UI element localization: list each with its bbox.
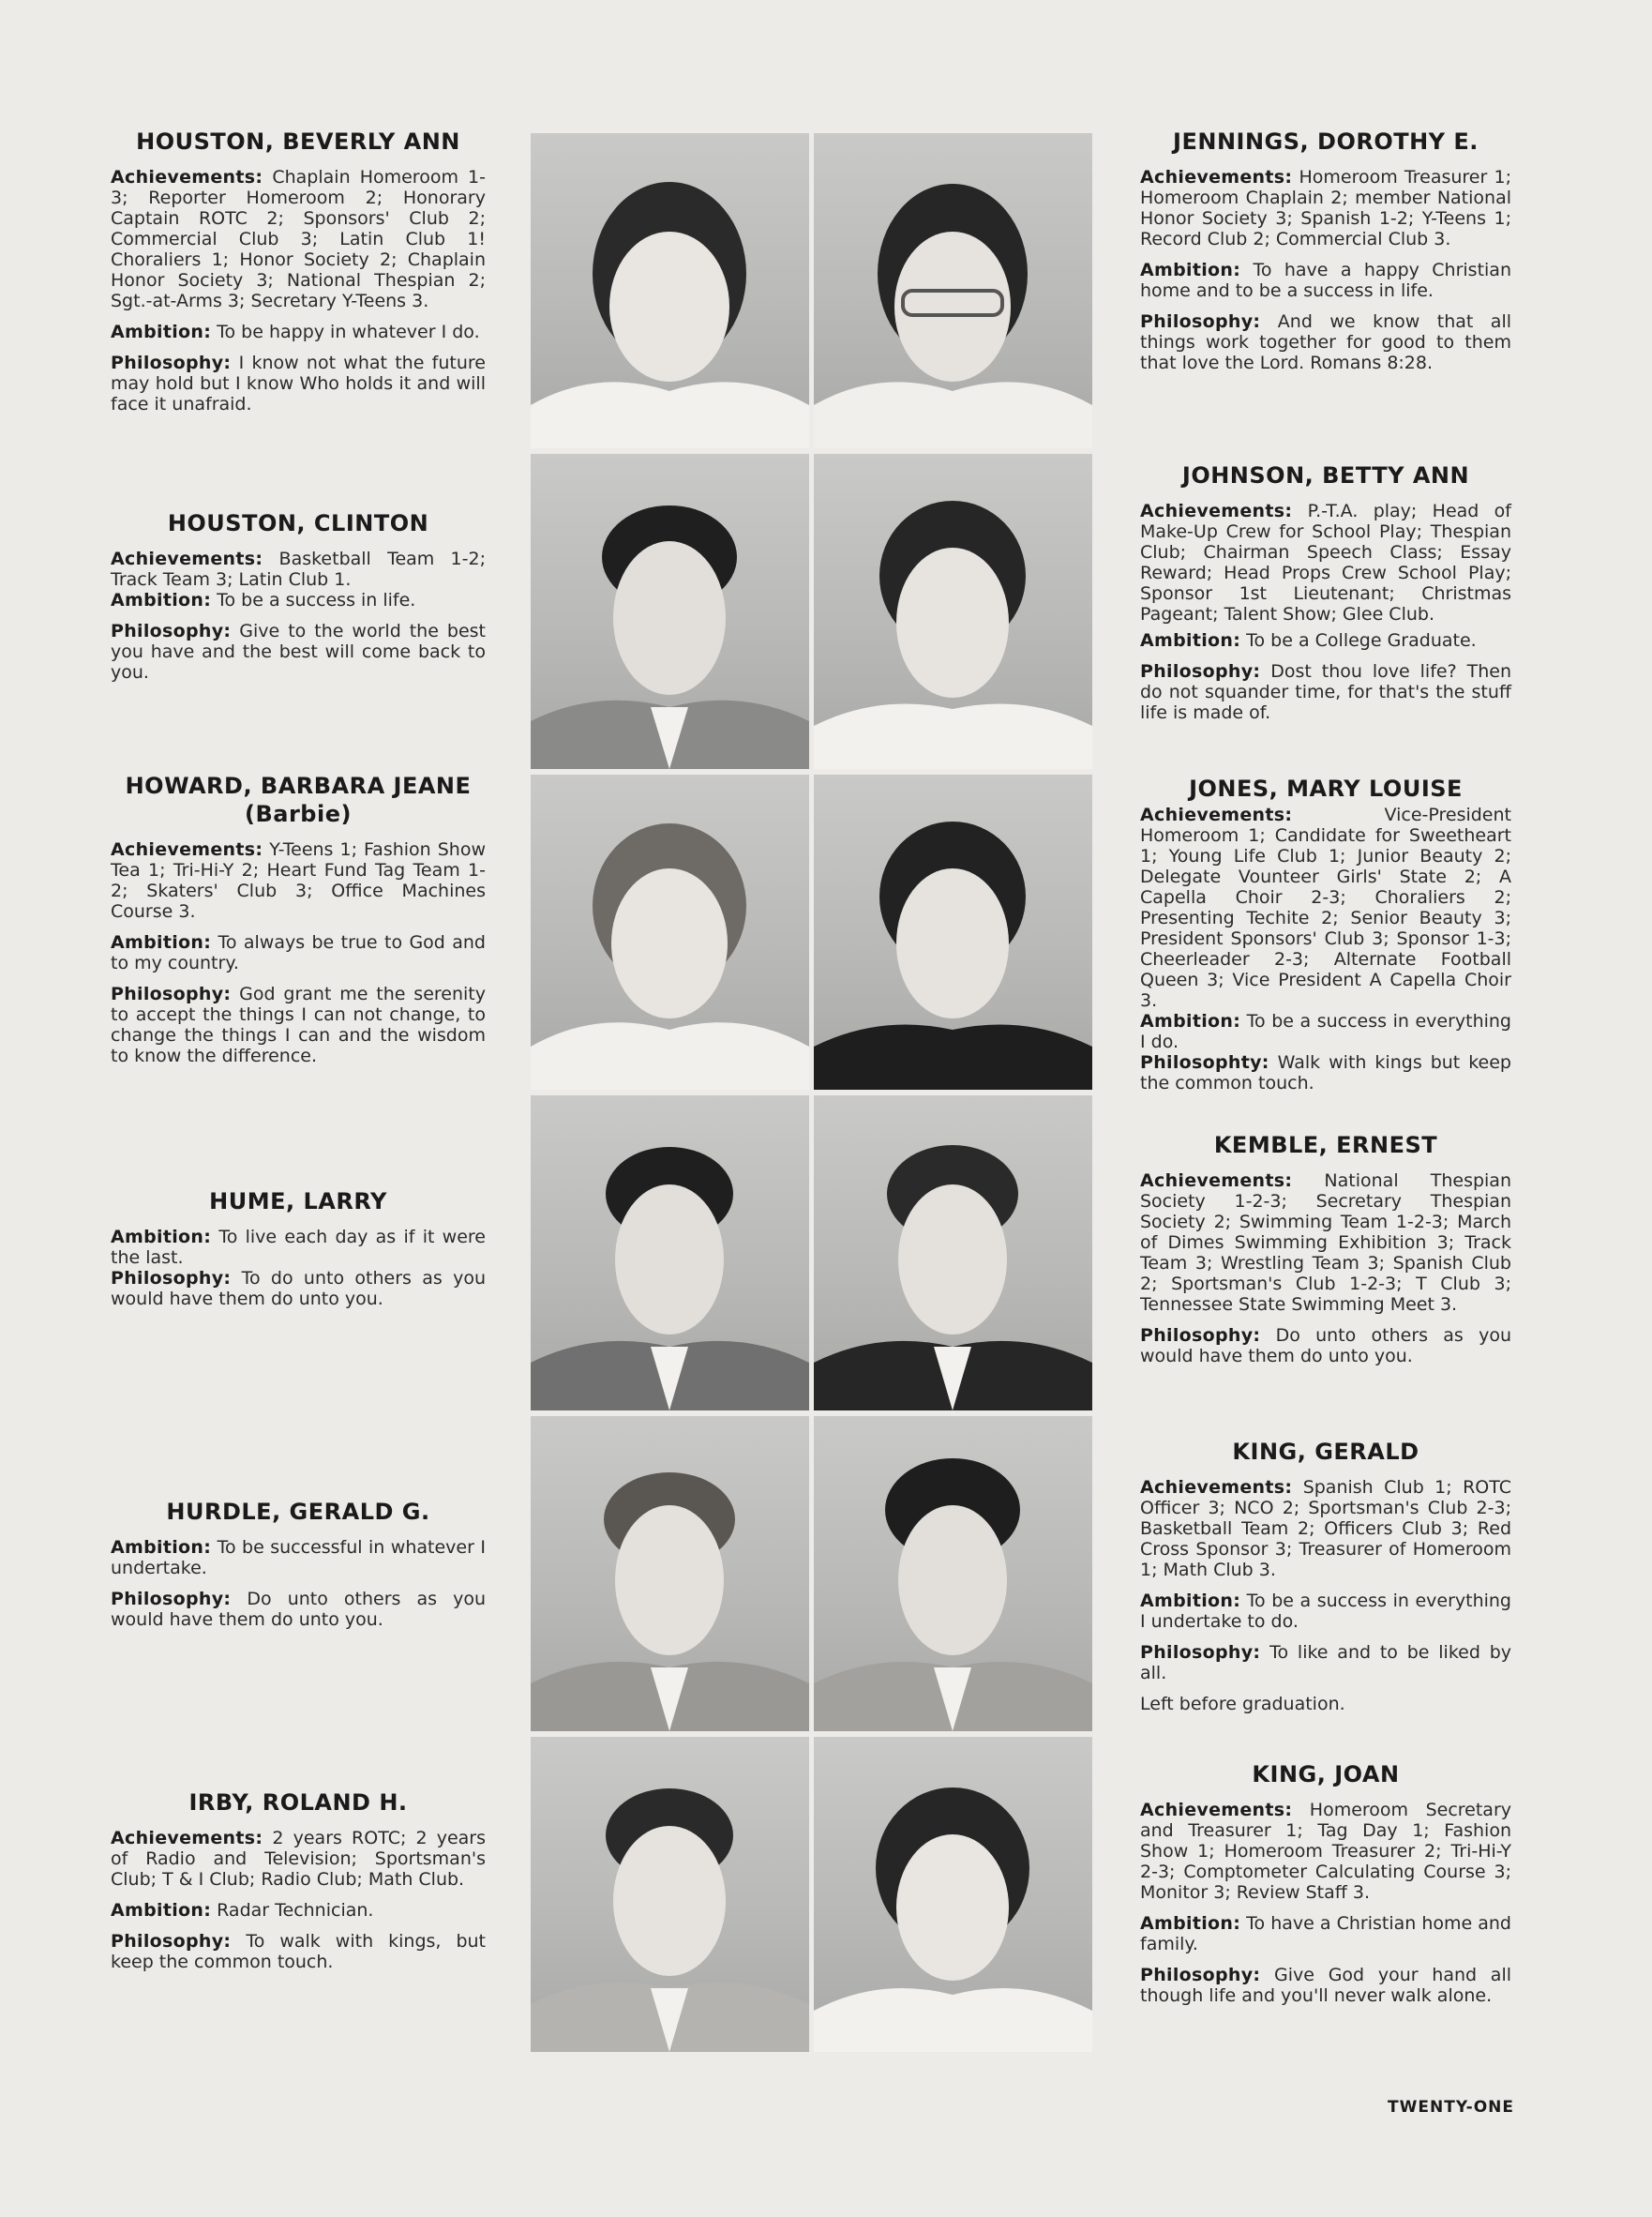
- student-photo: [531, 133, 809, 448]
- student-name: HUME, LARRY: [209, 1188, 387, 1214]
- student-name: JOHNSON, BETTY ANN: [1181, 462, 1470, 489]
- portrait-image: [531, 454, 809, 769]
- ambition: Ambition: To be a success in everything I undertake to do.: [1140, 1591, 1511, 1632]
- student-entry: [111, 128, 486, 425]
- philosophy: Philosophy: Give to the world the best you have and the best will come back to you.: [111, 621, 486, 683]
- ambition: Ambition: Radar Technician.: [111, 1900, 374, 1921]
- student-name: HOUSTON, CLINTON: [167, 510, 429, 536]
- philosophy: Philosophy: To do unto others as you would have them do unto you.: [111, 1268, 486, 1309]
- achievements: Achievements: Homeroom Secretary and Treasurer 1; Tag Day 1; Fashion Show 1; Homeroom Treasurer 2; Tri-Hi-Y 2-3; Comptometer Calculating Course 3; Monitor 3; Review Staff 3.: [1140, 1800, 1512, 1903]
- student-entry: [1140, 1131, 1511, 1377]
- student-name: KING, GERALD: [1232, 1439, 1419, 1465]
- achievements: Achievements: P.-T.A. play; Head of Make-Up Crew for School Play; Thespian Club; Chairman Speech Class; Essay Reward; Head Props Crew School Play; Sponsor 1st Lieutenant; Christmas Pageant; Talent Show; Glee Club.: [1140, 501, 1511, 625]
- portrait-image: [814, 1737, 1092, 2052]
- student-name: KING, JOAN: [1252, 1761, 1400, 1787]
- ambition: Ambition: To have a happy Christian home and to be a success in life.: [1140, 260, 1511, 301]
- student-entry: [111, 1498, 486, 1640]
- student-photo: [531, 1095, 809, 1410]
- portrait-image: [814, 454, 1092, 769]
- achievements: Achievements: Homeroom Treasurer 1; Homeroom Chaplain 2; member National Honor Society 3; Spanish 1-2; Y-Teens 1; Record Club 2; Commercial Club 3.: [1140, 167, 1511, 249]
- nickname: (Barbie): [245, 801, 352, 827]
- portrait-image: [814, 133, 1092, 448]
- student-photo: [531, 454, 809, 769]
- ambition: Ambition: To be happy in whatever I do.: [111, 322, 480, 342]
- student-entry: [111, 1187, 486, 1320]
- student-entry: [1140, 775, 1511, 1104]
- student-photo: [531, 1737, 809, 2052]
- philosophy: Philosophy: Dost thou love life? Then do not squander time, for that's the stuff life is made of.: [1140, 661, 1511, 723]
- philosophy: Philosophy: Give God your hand all though life and you'll never walk alone.: [1140, 1965, 1511, 2006]
- student-name: JONES, MARY LOUISE: [1189, 776, 1463, 802]
- philosophy: Philosophy: God grant me the serenity to accept the things I can not change, to change the things I can and the wisdom to know the difference.: [111, 984, 486, 1066]
- student-photo: [531, 1416, 809, 1731]
- achievements: Achievements: Y-Teens 1; Fashion Show Tea 1; Tri-Hi-Y 2; Heart Fund Tag Team 1-2; Skaters' Club 3; Office Machines Course 3.: [111, 839, 486, 922]
- student-entry: [1140, 461, 1511, 733]
- portrait-image: [531, 133, 809, 448]
- student-entry: [1140, 128, 1511, 384]
- student-entry: [1140, 1438, 1511, 1725]
- student-entry: [111, 772, 486, 1077]
- student-name: IRBY, ROLAND H.: [188, 1789, 408, 1816]
- achievements: Achievements: Basketball Team 1-2; Track Team 3; Latin Club 1.: [111, 549, 486, 590]
- student-name: HOWARD, BARBARA JEANE (Barbie): [111, 772, 486, 828]
- ambition: Ambition: To be successful in whatever I undertake.: [111, 1537, 486, 1578]
- student-name: HURDLE, GERALD G.: [166, 1499, 430, 1525]
- page-number: TWENTY-ONE: [1388, 2098, 1514, 2117]
- student-name: JENNINGS, DOROTHY E.: [1173, 128, 1479, 155]
- student-name: KEMBLE, ERNEST: [1213, 1132, 1438, 1158]
- philosophy: Philosophty: Walk with kings but keep the common touch.: [1140, 1052, 1511, 1093]
- ambition: Ambition: To always be true to God and to my country.: [111, 932, 486, 973]
- student-photo: [814, 454, 1092, 769]
- portrait-image: [814, 1095, 1092, 1410]
- philosophy: Philosophy: To like and to be liked by all.: [1140, 1642, 1511, 1683]
- achievements: Achievements: Vice-President Homeroom 1; Candidate for Sweetheart 1; Young Life Club 1; Junior Beauty 2; Delegate Vounteer Girls' State 2; A Capella Choir 2-3; Choraliers 2; Presenting Techite 2; Senior Beauty 3; President Sponsors' Club 3; Sponsor 1-3; Cheerleader 2-3; Alternate Football Queen 3; Vice President A Capella Choir 3.: [1140, 805, 1511, 1011]
- portrait-image: [814, 775, 1092, 1090]
- ambition: Ambition: To live each day as if it were the last.: [111, 1227, 486, 1268]
- portrait-image: [531, 1416, 809, 1731]
- achievements: Achievements: Spanish Club 1; ROTC Officer 3; NCO 2; Sportsman's Club 2-3; Basketball Team 2; Officers Club 3; Red Cross Sponsor 3; Treasurer of Homeroom 1; Math Club 3.: [1140, 1477, 1511, 1580]
- philosophy: Philosophy: Do unto others as you would have them do unto you.: [1140, 1325, 1511, 1366]
- student-photo: [814, 1416, 1092, 1731]
- student-photo: [814, 775, 1092, 1090]
- student-entry: [111, 1788, 486, 1983]
- ambition: Ambition: To be a success in life.: [111, 590, 416, 611]
- status-note: Left before graduation.: [1140, 1694, 1345, 1714]
- portrait-image: [814, 1416, 1092, 1731]
- philosophy: Philosophy: Do unto others as you would have them do unto you.: [111, 1589, 486, 1630]
- student-photo: [814, 133, 1092, 448]
- student-entry: [111, 509, 486, 693]
- student-photo: [531, 775, 809, 1090]
- achievements: Achievements: Chaplain Homeroom 1-3; Reporter Homeroom 2; Honorary Captain ROTC 2; Sponsors' Club 2; Commercial Club 3; Latin Club 1! Choraliers 1; Honor Society 2; Chaplain Honor Society 3; National Thespian 2; Sgt.-at-Arms 3; Secretary Y-Teens 3.: [111, 167, 486, 311]
- student-entry: [1140, 1760, 1511, 2016]
- student-name: HOUSTON, BEVERLY ANN: [136, 128, 460, 155]
- portrait-image: [531, 775, 809, 1090]
- philosophy: Philosophy: To walk with kings, but keep the common touch.: [111, 1931, 487, 1972]
- philosophy: Philosophy: I know not what the future may hold but I know Who holds it and will face it unafraid.: [111, 353, 486, 415]
- ambition: Ambition: To have a Christian home and family.: [1140, 1913, 1511, 1954]
- philosophy: Philosophy: And we know that all things work together for good to them that love the Lord. Romans 8:28.: [1140, 311, 1512, 373]
- student-photo: [814, 1737, 1092, 2052]
- achievements: Achievements: National Thespian Society 1-2-3; Secretary Thespian Society 2; Swimming Team 1-2-3; March of Dimes Swimming Exhibition 3; Track Team 3; Wrestling Team 3; Spanish Club 2; Sportsman's Club 1-2-3; T Club 3; Tennessee State Swimming Meet 3.: [1140, 1170, 1511, 1315]
- portrait-image: [531, 1095, 809, 1410]
- ambition: Ambition: To be a College Graduate.: [1140, 630, 1477, 651]
- achievements: Achievements: 2 years ROTC; 2 years of Radio and Television; Sportsman's Club; T & I Club; Radio Club; Math Club.: [111, 1828, 486, 1890]
- portrait-image: [531, 1737, 809, 2052]
- student-photo: [814, 1095, 1092, 1410]
- ambition: Ambition: To be a success in everything I do.: [1140, 1011, 1511, 1052]
